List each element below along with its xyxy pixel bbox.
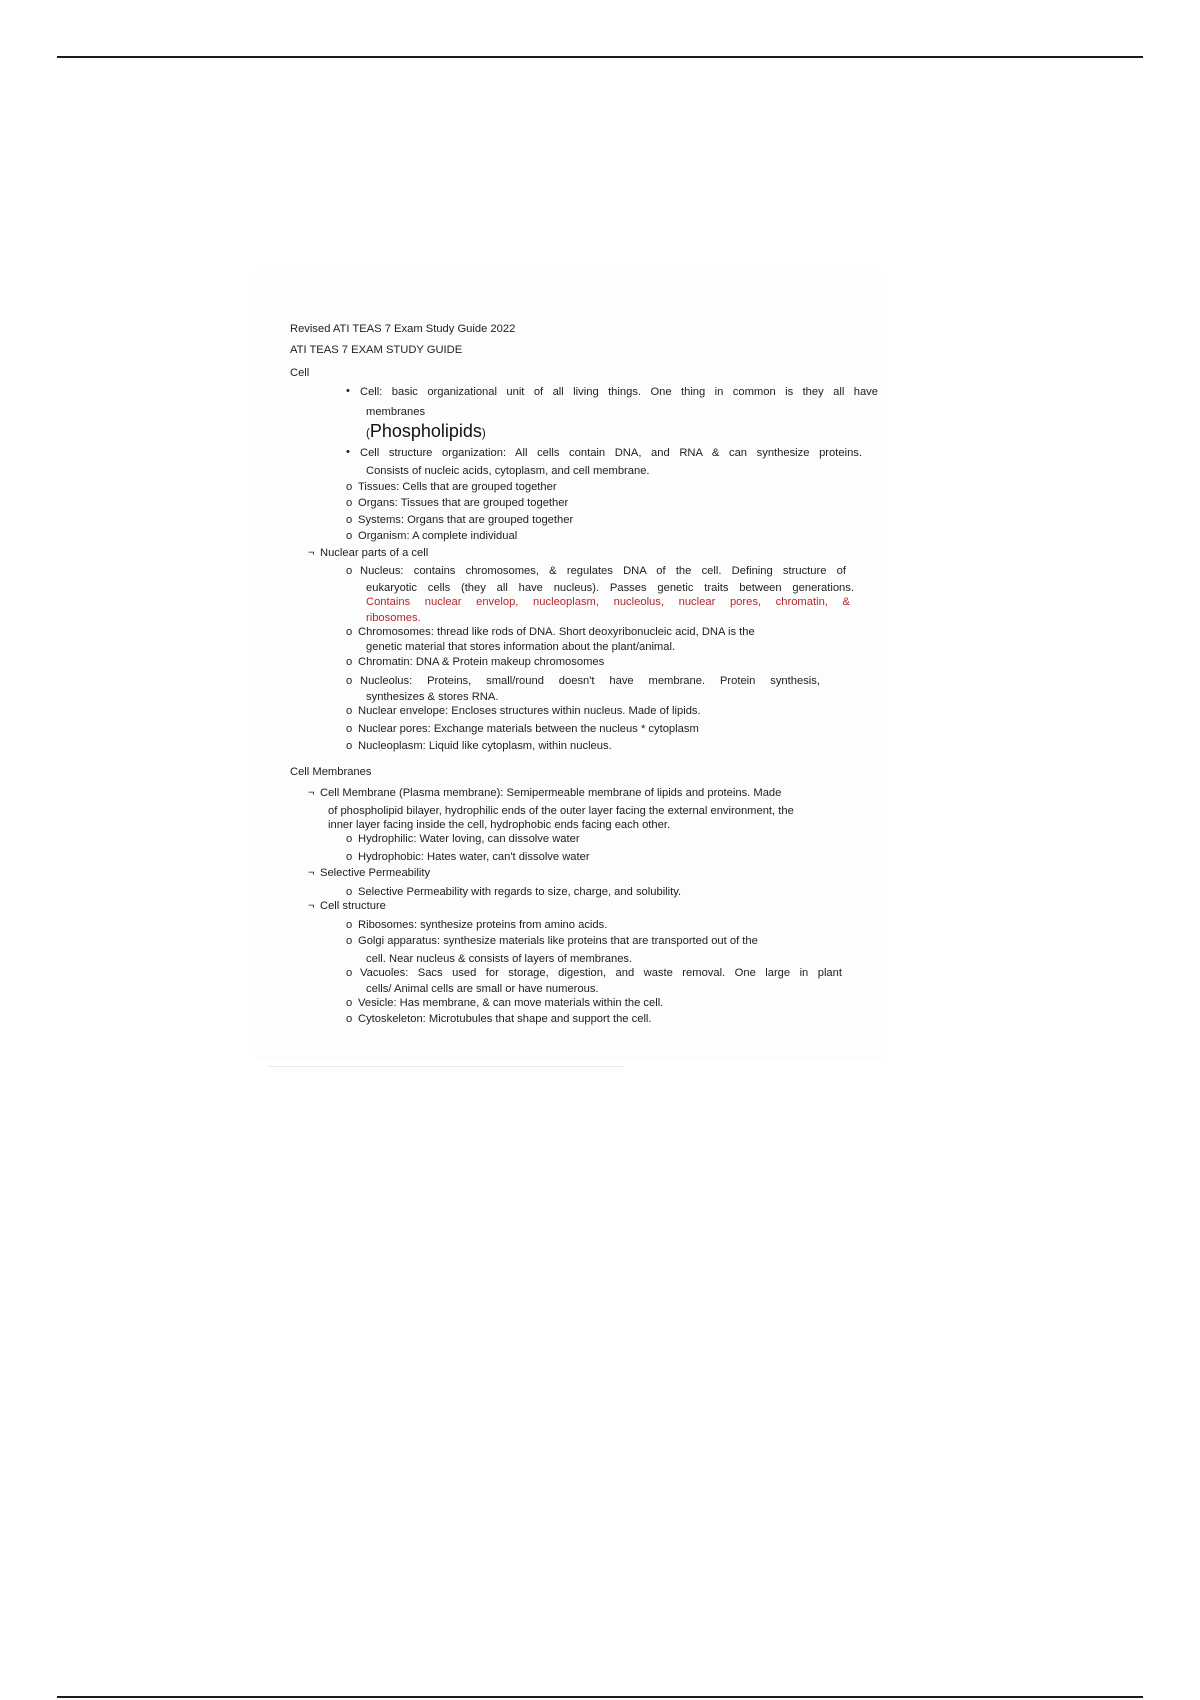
vacuoles-line2: cells/ Animal cells are small or have numerous. (366, 983, 599, 995)
circle-bullet-icon: o (346, 851, 353, 863)
list-item-nuclear-pores: o Nuclear pores: Exchange materials between the nucleus * cytoplasm (346, 723, 699, 735)
circle-bullet-icon: o (346, 833, 353, 845)
list-item-selective-detail: o Selective Permeability with regards to size, charge, and solubility. (346, 886, 682, 898)
nucleolus-line1: Nucleolus: Proteins, small/round doesn't have membrane. Protein synthesis, (360, 675, 820, 687)
cell-definition-line1: Cell: basic organizational unit of all living things. One thing in common is they all have (360, 386, 878, 398)
list-item-tissues: o Tissues: Cells that are grouped together (346, 481, 557, 493)
circle-bullet-icon: o (346, 530, 353, 542)
list-item-nuclear-envelope: o Nuclear envelope: Encloses structures within nucleus. Made of lipids. (346, 705, 701, 717)
bullet-icon: • (346, 385, 350, 397)
cell-definition-line2: membranes (366, 406, 426, 418)
circle-bullet-icon: o (346, 1013, 353, 1025)
list-item-chromatin: o Chromatin: DNA & Protein makeup chromosomes (346, 656, 605, 668)
list-item-nucleoplasm: o Nucleoplasm: Liquid like cytoplasm, within nucleus. (346, 740, 612, 752)
arrow-bullet-icon: ¬ (308, 787, 315, 799)
list-item-ribosomes: o Ribosomes: synthesize proteins from amino acids. (346, 919, 608, 931)
circle-bullet-icon: o (346, 997, 353, 1009)
circle-bullet-icon: o (346, 935, 353, 947)
list-item-vesicle: o Vesicle: Has membrane, & can move materials within the cell. (346, 997, 664, 1009)
list-item-hydrophobic: o Hydrophobic: Hates water, can't dissolve water (346, 851, 590, 863)
list-item-organism: o Organism: A complete individual (346, 530, 518, 542)
circle-bullet-icon: o (346, 967, 353, 979)
nucleolus-line2: synthesizes & stores RNA. (366, 691, 499, 703)
cell-structure-line1: Cell structure organization: All cells contain DNA, and RNA & can synthesize proteins. (360, 447, 862, 459)
arrow-bullet-icon: ¬ (308, 547, 315, 559)
list-item-cell-membrane: ¬ Cell Membrane (Plasma membrane): Semipermeable membrane of lipids and proteins. Made (308, 787, 782, 799)
subsection-nuclear-parts: ¬ Nuclear parts of a cell (308, 547, 429, 559)
nucleus-line1: Nucleus: contains chromosomes, & regulates DNA of the cell. Defining structure of (360, 565, 846, 577)
circle-bullet-icon: o (346, 919, 353, 931)
chromosomes-line2: genetic material that stores information about the plant/animal. (366, 641, 676, 653)
cell-structure-line2: Consists of nucleic acids, cytoplasm, and cell membrane. (366, 465, 650, 477)
circle-bullet-icon: o (346, 481, 353, 493)
list-item-systems: o Systems: Organs that are grouped together (346, 514, 574, 526)
cell-membrane-line2: of phospholipid bilayer, hydrophilic ends of the outer layer facing the external environment, the (328, 805, 794, 817)
cell-membrane-line3: inner layer facing inside the cell, hydrophobic ends facing each other. (328, 819, 671, 831)
circle-bullet-icon: o (346, 626, 353, 638)
nucleus-components-red-end: ribosomes. (366, 612, 421, 624)
scan-edge (268, 1066, 624, 1067)
nucleus-line2: eukaryotic cells (they all have nucleus). Passes genetic traits between generations. (366, 582, 854, 594)
circle-bullet-icon: o (346, 497, 353, 509)
list-item-golgi: o Golgi apparatus: synthesize materials like proteins that are transported out of the (346, 935, 758, 947)
phospholipids-text: Phospholipids (369, 421, 482, 441)
circle-bullet-icon: o (346, 705, 353, 717)
doc-title: ATI TEAS 7 EXAM STUDY GUIDE (290, 344, 463, 356)
list-item-chromosomes: o Chromosomes: thread like rods of DNA. Short deoxyribonucleic acid, DNA is the (346, 626, 755, 638)
arrow-bullet-icon: ¬ (308, 867, 315, 879)
list-item-organs: o Organs: Tissues that are grouped together (346, 497, 569, 509)
vacuoles-line1: Vacuoles: Sacs used for storage, digestion, and waste removal. One large in plant (360, 967, 842, 979)
circle-bullet-icon: o (346, 723, 353, 735)
arrow-bullet-icon: ¬ (308, 900, 315, 912)
list-item-cytoskeleton: o Cytoskeleton: Microtubules that shape and support the cell. (346, 1013, 652, 1025)
circle-bullet-icon: o (346, 514, 353, 526)
doc-header-revised: Revised ATI TEAS 7 Exam Study Guide 2022 (290, 323, 516, 335)
section-heading-cell-membranes: Cell Membranes (290, 766, 372, 778)
nucleus-components-red: Contains nuclear envelop, nucleoplasm, nucleolus, nuclear pores, chromatin, & (366, 596, 850, 608)
circle-bullet-icon: o (346, 656, 353, 668)
circle-bullet-icon: o (346, 740, 353, 752)
subsection-cell-structure: ¬ Cell structure (308, 900, 386, 912)
circle-bullet-icon: o (346, 675, 353, 687)
circle-bullet-icon: o (346, 565, 353, 577)
subsection-selective-permeability: ¬ Selective Permeability (308, 867, 431, 879)
circle-bullet-icon: o (346, 886, 353, 898)
golgi-line2: cell. Near nucleus & consists of layers of membranes. (366, 953, 633, 965)
list-item-hydrophilic: o Hydrophilic: Water loving, can dissolve water (346, 833, 580, 845)
bullet-icon: • (346, 446, 350, 458)
bottom-rule (57, 1696, 1143, 1698)
section-heading-cell: Cell (290, 367, 310, 379)
top-rule (57, 56, 1143, 58)
phospholipids-label: (Phospholipids) (366, 421, 486, 441)
